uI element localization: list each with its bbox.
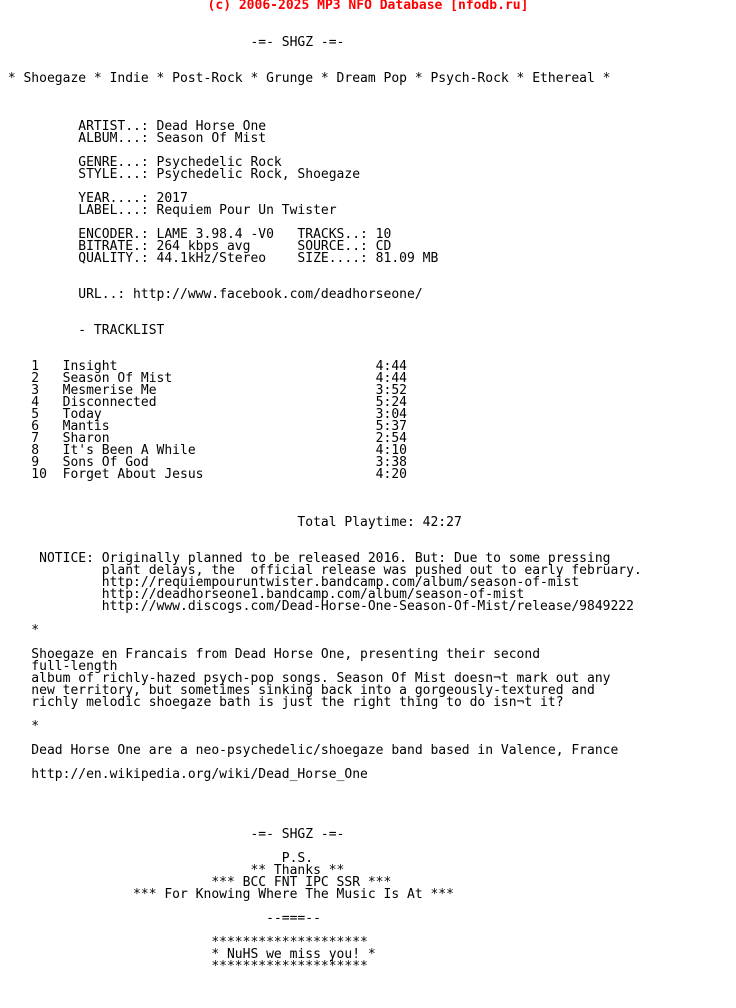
nfo-line: [0, 337, 736, 349]
nfo-line: ARTIST..: Dead Horse One: [0, 119, 267, 134]
nfo-line: ENCODER.: LAME 3.98.4 -V0 TRACKS..: 10: [0, 227, 392, 242]
nfo-line: [0, 805, 736, 817]
nfo-body: [0, 13, 736, 973]
nfo-line: 8 It's Been A While 4:10: [0, 443, 407, 458]
nfo-line: NOTICE: Originally planned to be released 2016. But: Due to some pressing: [0, 551, 611, 566]
nfo-line: --===--: [0, 911, 321, 926]
nfo-line: full-length: [0, 659, 118, 674]
nfo-line: BITRATE.: 264 kbps avg SOURCE..: CD: [0, 239, 392, 254]
nfo-line: YEAR....: 2017: [0, 191, 188, 206]
nfo-line: URL..: http://www.facebook.com/deadhorseone/: [0, 287, 423, 302]
nfo-line: 5 Today 3:04: [0, 407, 407, 422]
nfo-line: [0, 493, 736, 505]
nfo-line: *** BCC FNT IPC SSR ***: [0, 875, 392, 890]
nfo-line: [0, 781, 736, 793]
nfo-line: ********************: [0, 935, 368, 950]
nfo-line: [0, 49, 736, 61]
nfo-line: [0, 97, 736, 109]
nfo-line: *: [0, 719, 40, 734]
nfo-line: [0, 613, 736, 625]
nfo-line: STYLE...: Psychedelic Rock, Shoegaze: [0, 167, 361, 182]
nfo-line: http://deadhorseone1.bandcamp.com/album/season-of-mist: [0, 587, 525, 602]
nfo-line: Dead Horse One are a neo-psychedelic/shoegaze band based in Valence, France: [0, 743, 619, 758]
nfo-line: 1 Insight 4:44: [0, 359, 407, 374]
nfo-line: Shoegaze en Francais from Dead Horse One, presenting their second: [0, 647, 541, 662]
nfo-line: [0, 85, 736, 97]
nfo-line: *: [0, 623, 40, 638]
nfo-line: -=- SHGZ -=-: [0, 827, 345, 842]
nfo-line: album of richly-hazed psych-pop songs. Season Of Mist doesn¬t mark out any: [0, 671, 611, 686]
nfo-line: 4 Disconnected 5:24: [0, 395, 407, 410]
nfo-line: -=- SHGZ -=-: [0, 35, 345, 50]
nfo-line: richly melodic shoegaze bath is just the right thing to do isn¬t it?: [0, 695, 564, 710]
nfo-line: http://www.discogs.com/Dead-Horse-One-Season-Of-Mist/release/9849222: [0, 599, 634, 614]
nfo-line: * Shoegaze * Indie * Post-Rock * Grunge * Dream Pop * Psych-Rock * Ethereal *: [0, 71, 611, 86]
nfo-line: [0, 481, 736, 493]
nfo-line: ** Thanks **: [0, 863, 345, 878]
nfo-line: plant delays, the official release was pushed out to early february.: [0, 563, 642, 578]
nfo-line: ********************: [0, 959, 368, 974]
nfo-line: ALBUM...: Season Of Mist: [0, 131, 267, 146]
nfo-line: 10 Forget About Jesus 4:20: [0, 467, 407, 482]
nfo-line: [0, 265, 736, 277]
nfo-line: [0, 13, 736, 25]
nfo-line: - TRACKLIST: [0, 323, 165, 338]
nfo-line: [0, 301, 736, 313]
nfo-line: [0, 529, 736, 541]
nfo-line: [0, 793, 736, 805]
nfo-line: QUALITY.: 44.1kHz/Stereo SIZE....: 81.09 MB: [0, 251, 439, 266]
nfo-line: 9 Sons Of God 3:38: [0, 455, 407, 470]
nfo-line: http://en.wikipedia.org/wiki/Dead_Horse_One: [0, 767, 368, 782]
nfo-line: * NuHS we miss you! *: [0, 947, 376, 962]
nfo-line: 6 Mantis 5:37: [0, 419, 407, 434]
nfo-line: [0, 709, 736, 721]
nfo-line: LABEL...: Requiem Pour Un Twister: [0, 203, 337, 218]
nfo-line: GENRE...: Psychedelic Rock: [0, 155, 282, 170]
nfo-line: Total Playtime: 42:27: [0, 515, 462, 530]
nfo-line: http://requiempouruntwister.bandcamp.com/album/season-of-mist: [0, 575, 580, 590]
nfo-line: 3 Mesmerise Me 3:52: [0, 383, 407, 398]
copyright-header: (c) 2006-2025 MP3 NFO Database [nfodb.ru]: [207, 0, 529, 13]
nfo-line: 7 Sharon 2:54: [0, 431, 407, 446]
nfo-line: 2 Season Of Mist 4:44: [0, 371, 407, 386]
nfo-line: P.S.: [0, 851, 314, 866]
nfo-line: new territory, but sometimes sinking back into a gorgeously-textured and: [0, 683, 595, 698]
nfo-line: *** For Knowing Where The Music Is At ***: [0, 887, 454, 902]
